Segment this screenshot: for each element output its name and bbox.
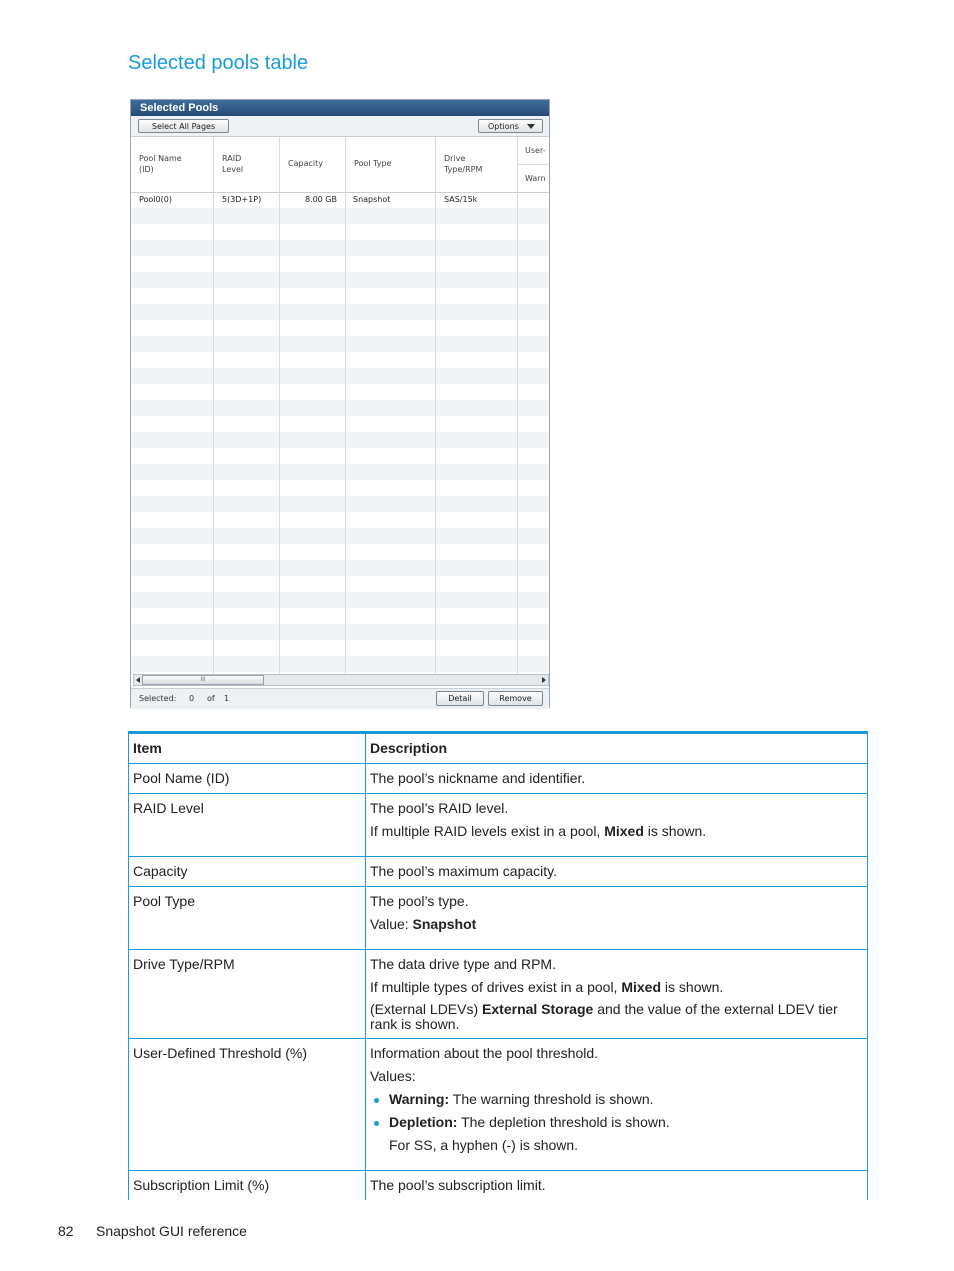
row-item: Capacity <box>129 857 366 887</box>
grid-column-divider <box>346 137 436 674</box>
description-text: Information about the pool threshold. <box>370 1045 599 1061</box>
select-all-pages-button[interactable]: Select All Pages <box>138 119 229 133</box>
row-description <box>366 1039 868 1171</box>
row-item: Pool Name (ID) <box>129 764 366 794</box>
list-item: Depletion: The depletion threshold is shown. <box>389 1114 863 1131</box>
column-header-top: User- <box>525 146 546 155</box>
description-text: (External LDEVs) External Storage and the value of the external LDEV tier rank is shown. <box>370 1001 838 1032</box>
description-text: The pool’s RAID level. <box>370 800 509 816</box>
column-header-bottom: Warn <box>525 174 546 183</box>
remove-button[interactable]: Remove <box>488 691 543 706</box>
row-description <box>366 764 868 794</box>
description-text: For SS, a hyphen (-) is shown. <box>389 1137 579 1153</box>
description-text: Value: Snapshot <box>370 916 477 932</box>
column-header-pool-name[interactable]: Pool Name (ID) <box>131 137 213 193</box>
scroll-left-icon[interactable] <box>136 677 140 683</box>
panel-toolbar <box>131 116 549 137</box>
footer-section-title: Snapshot GUI reference <box>96 1223 247 1239</box>
panel-title: Selected Pools <box>131 100 549 116</box>
cell-raid-level: 5(3D+1P) <box>222 195 262 204</box>
column-header-drive-type[interactable]: Drive Type/RPM <box>436 137 517 193</box>
values-list <box>370 1091 863 1131</box>
pools-grid <box>131 137 549 674</box>
row-item: Pool Type <box>129 887 366 950</box>
cell-drive-type: SAS/15k <box>444 195 478 204</box>
header-description: Description <box>366 734 868 764</box>
header-item: Item <box>129 734 366 764</box>
of-label: of <box>207 694 215 703</box>
description-text: The data drive type and RPM. <box>370 956 556 972</box>
selected-pools-panel <box>130 99 550 708</box>
table-row <box>129 1039 868 1171</box>
table-row <box>129 887 868 950</box>
grid-column-divider <box>280 137 346 674</box>
row-item: Drive Type/RPM <box>129 950 366 1039</box>
row-description <box>366 857 868 887</box>
row-item: User-Defined Threshold (%) <box>129 1039 366 1171</box>
column-header-capacity[interactable]: Capacity <box>280 137 345 193</box>
table-row <box>129 794 868 857</box>
row-description <box>366 794 868 857</box>
description-text: The pool’s subscription limit. <box>370 1177 546 1193</box>
table-row <box>129 1171 868 1201</box>
selected-count: 0 <box>189 694 195 703</box>
horizontal-scrollbar[interactable] <box>133 674 549 686</box>
scroll-thumb[interactable] <box>142 675 264 685</box>
chevron-down-icon <box>527 124 535 129</box>
table-row <box>129 950 868 1039</box>
cell-pool-name[interactable]: Pool0(0) <box>139 195 172 204</box>
cell-pool-type: Snapshot <box>353 195 391 204</box>
page-number: 82 <box>58 1223 74 1239</box>
grid-column-divider <box>131 137 214 674</box>
options-button[interactable] <box>478 119 543 133</box>
row-item: Subscription Limit (%) <box>129 1171 366 1201</box>
description-text: The pool’s maximum capacity. <box>370 863 557 879</box>
grid-column-divider <box>214 137 280 674</box>
row-description <box>366 1171 868 1201</box>
table-row <box>129 764 868 794</box>
total-count: 1 <box>224 694 230 703</box>
description-text: Values: <box>370 1068 416 1084</box>
row-description <box>366 950 868 1039</box>
section-title: Selected pools table <box>128 52 309 74</box>
description-text: If multiple types of drives exist in a pool, Mixed is shown. <box>370 979 724 995</box>
column-header-pool-type[interactable]: Pool Type <box>346 137 435 193</box>
description-text: The pool’s type. <box>370 893 469 909</box>
grid-column-divider <box>436 137 518 674</box>
table-header-row <box>129 734 868 764</box>
scroll-right-icon[interactable] <box>542 677 546 683</box>
cell-capacity: 8.00 GB <box>304 195 337 204</box>
column-header-raid-level[interactable]: RAID Level <box>214 137 279 193</box>
scroll-grip: III <box>200 677 206 683</box>
description-table <box>128 734 868 1200</box>
row-item: RAID Level <box>129 794 366 857</box>
options-label: Options <box>488 122 519 131</box>
description-text: The pool’s nickname and identifier. <box>370 770 586 786</box>
row-description <box>366 887 868 950</box>
panel-footer <box>131 688 549 709</box>
table-row <box>129 857 868 887</box>
selected-label: Selected: <box>139 694 177 703</box>
column-header-user-defined-threshold[interactable] <box>518 137 549 193</box>
description-text: If multiple RAID levels exist in a pool, Mixed is shown. <box>370 823 707 839</box>
list-item: Warning: The warning threshold is shown. <box>389 1091 863 1108</box>
detail-button[interactable]: Detail <box>436 691 484 706</box>
